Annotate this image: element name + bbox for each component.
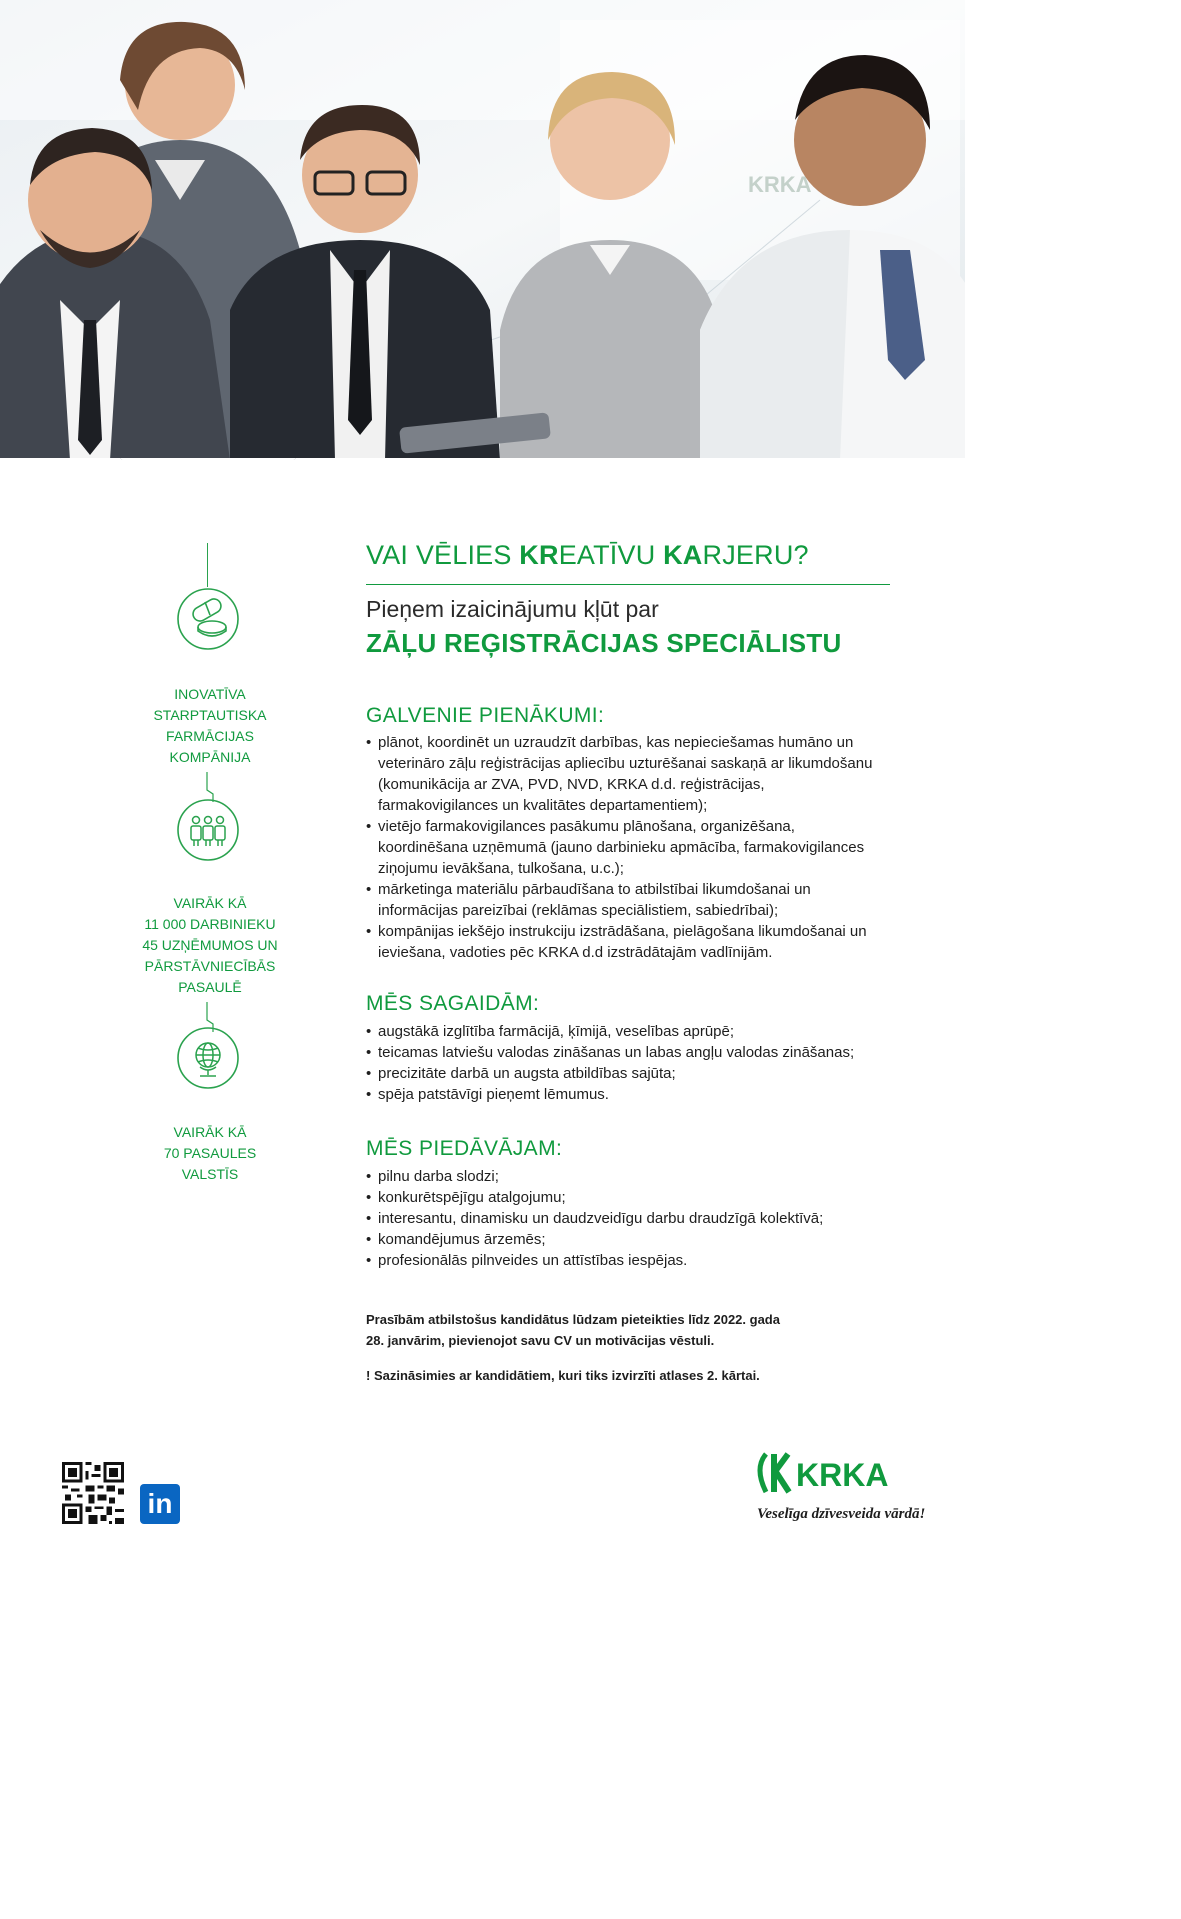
section-title-requirements: MĒS SAGAIDĀM: [366,992,540,1015]
headline [366,540,809,571]
stat-line: VALSTĪS [181,1166,239,1182]
hero-photo [0,0,965,460]
stat-line: 11 000 DARBINIEKU [144,916,276,932]
headline-divider [366,584,890,585]
list-item: • kompānijas iekšējo instrukciju izstrādāšana, pielāgošana likumdošanai un ieviešana, vadoties pēc KRKA d.d izstrādātajām vadlīnijām. [366,921,886,963]
logo-text: KRKA [796,1457,889,1493]
stat-line: PASAULĒ [178,979,242,995]
stat-line: STARPTAUTISKA [153,707,267,723]
globe-icon [176,1026,240,1090]
note-line: Prasībām atbilstošus kandidātus lūdzam pieteikties līdz 2022. gada [366,1312,780,1327]
stat-line: VAIRĀK KĀ [173,895,247,911]
section-title-responsibilities: GALVENIE PIENĀKUMI: [366,704,605,727]
headline-part: EATĪVU [558,540,664,570]
krka-logo[interactable] [752,1448,902,1498]
stat-line: PĀRSTĀVNIECĪBĀS [144,958,276,974]
list-item: • augstākā izglītība farmācijā, ķīmijā, veselības aprūpē; [366,1021,886,1042]
list-item: • komandējumus ārzemēs; [366,1229,886,1250]
people-icon [176,798,240,862]
list-item: • mārketinga materiālu pārbaudīšana to atbilstībai likumdošanai un informācijas pareizībai (reklāmas speciālistiem, sabiedrībai); [366,879,886,921]
application-note [366,1309,836,1351]
stat-line: 70 PASAULES [163,1145,257,1161]
list-item: • profesionālās pilnveides un attīstības iespējas. [366,1250,886,1271]
list-item: • konkurētspējīgu atalgojumu; [366,1187,886,1208]
stat-line: INOVATĪVA [174,686,246,702]
linkedin-icon[interactable]: in [140,1484,180,1524]
stat-company [130,684,290,768]
headline-bold: KA [663,540,703,570]
requirements-list [366,1021,886,1105]
stat-line: 45 UZŅĒMUMOS UN [142,937,278,953]
headline-bold: KR [519,540,559,570]
svg-text:KRKA: KRKA [748,172,812,197]
stat-countries [130,1122,290,1185]
stat-line: VAIRĀK KĀ [173,1124,247,1140]
stat-line: FARMĀCIJAS [166,728,254,744]
list-item: • spēja patstāvīgi pieņemt lēmumus. [366,1084,886,1105]
list-item: • plānot, koordinēt un uzraudzīt darbības, kas nepieciešamas humāno un veterināro zāļu reģistrācijas apliecību uzturēšanai saskaņā ar likumdošanu (komunikācija ar ZVA, PVD, NVD, KRKA d.d. reģistrācijas, farmakovigilances un kvalitātes departamentiem); [366,732,886,816]
offer-list [366,1166,886,1271]
list-item: • vietējo farmakovigilances pasākumu plānošana, organizēšana, koordinēšana uzņēmumā (jauno darbinieku apmācība, farmakovigilances ziņojumu ievākšana, tulkošana, u.c.); [366,816,886,879]
slogan: Veselīga dzīvesveida vārdā! [757,1506,926,1522]
headline-part: RJERU? [702,540,809,570]
list-item: • pilnu darba slodzi; [366,1166,886,1187]
intro-text: Pieņem izaicinājumu kļūt par [366,596,659,622]
pills-icon [176,587,240,651]
list-item: • interesantu, dinamisku un daudzveidīgu darbu draudzīgā kolektīvā; [366,1208,886,1229]
list-item: • teicamas latviešu valodas zināšanas un labas angļu valodas zināšanas; [366,1042,886,1063]
stat-line: KOMPĀNIJA [169,749,251,765]
section-title-offer: MĒS PIEDĀVĀJAM: [366,1137,563,1160]
stat-employees [130,893,290,998]
note-line: 28. janvārim, pievienojot savu CV un motivācijas vēstuli. [366,1333,715,1348]
list-item: • precizitāte darbā un augsta atbildības sajūta; [366,1063,886,1084]
headline-part: VAI VĒLIES [366,540,520,570]
contact-note: ! Sazināsimies ar kandidātiem, kuri tiks izvirzīti atlases 2. kārtai. [366,1368,760,1383]
responsibilities-list [366,732,886,963]
qr-code-icon[interactable] [62,1462,124,1524]
sidebar-connector [207,543,208,587]
job-title: ZĀĻU REĢISTRĀCIJAS SPECIĀLISTU [366,628,842,658]
